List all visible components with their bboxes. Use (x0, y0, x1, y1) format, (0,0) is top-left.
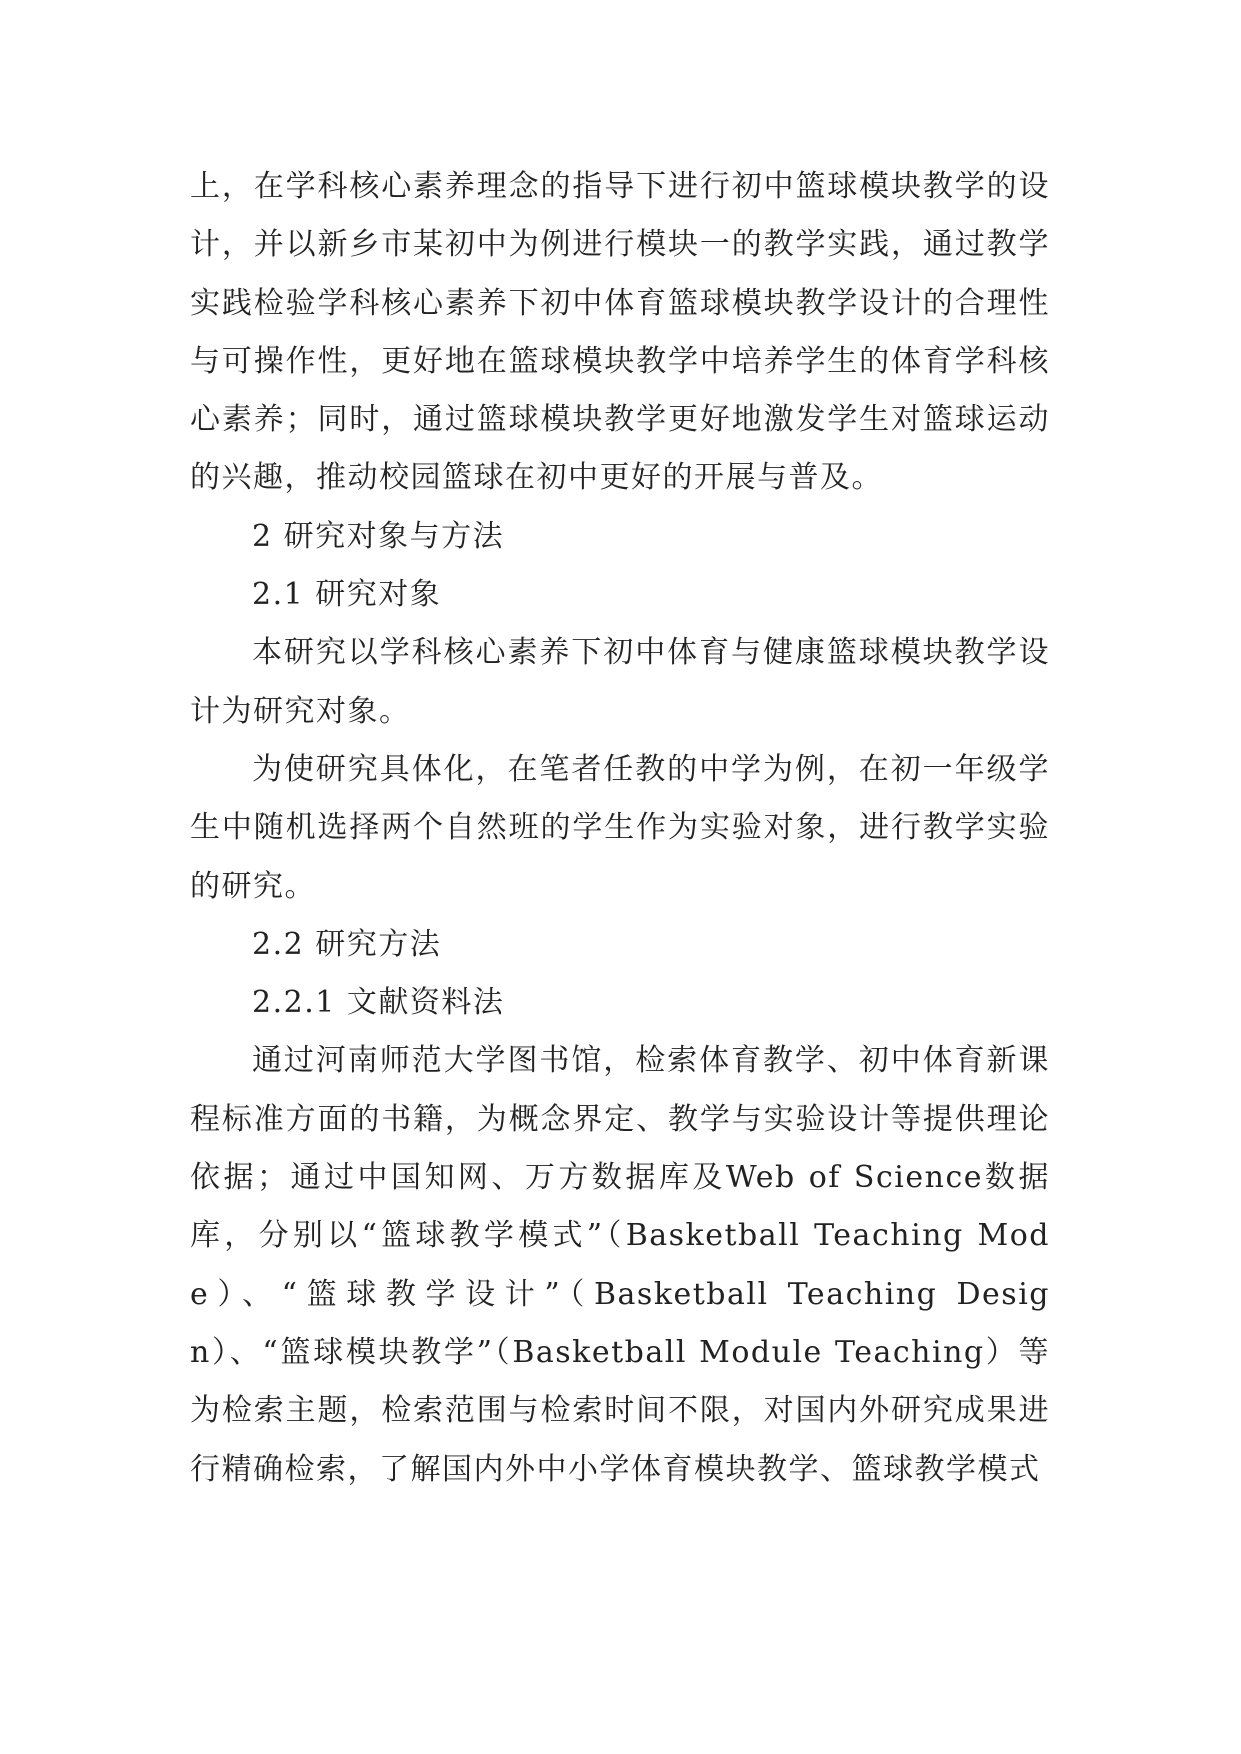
paragraph-experiment-subjects: 为使研究具体化，在笔者任教的中学为例，在初一年级学生中随机选择两个自然班的学生作为实验对象，进行教学实验的研究。 (190, 751, 1050, 904)
paragraph-literature-method: 通过河南师范大学图书馆，检索体育教学、初中体育新课程标准方面的书籍，为概念界定、教学与实验设计等提供理论依据；通过中国知网、万方数据库及Web of Science数据库，分别以“篮球教学模式”（Basketball Teaching Mode）、“篮球教学设计”（Basketball Teaching Design）、“篮球模块教学”（Basketball Module Teaching）等为检索主题，检索范围与检索时间不限，对国内外研究成果进行精确检索，了解国内外中小学体育模块教学、篮球教学模式 (190, 1043, 1050, 1487)
subsubsection-heading-literature-method: 2.2.1 文献资料法 (252, 985, 505, 1021)
paragraph-intro-continuation: 上，在学科核心素养理念的指导下进行初中篮球模块教学的设计，并以新乡市某初中为例进行模块一的教学实践，通过教学实践检验学科核心素养下初中体育篮球模块教学设计的合理性与可操作性，更好地在篮球模块教学中培养学生的体育学科核心素养；同时，通过篮球模块教学更好地激发学生对篮球运动的兴趣，推动校园篮球在初中更好的开展与普及。 (190, 169, 1050, 496)
subsection-heading-research-objects: 2.1 研究对象 (252, 577, 442, 613)
paragraph-research-object: 本研究以学科核心素养下初中体育与健康篮球模块教学设计为研究对象。 (190, 635, 1050, 729)
document-body (190, 158, 1050, 1499)
section-heading-research-objects-methods: 2 研究对象与方法 (252, 518, 505, 554)
subsection-heading-research-methods: 2.2 研究方法 (252, 926, 442, 962)
